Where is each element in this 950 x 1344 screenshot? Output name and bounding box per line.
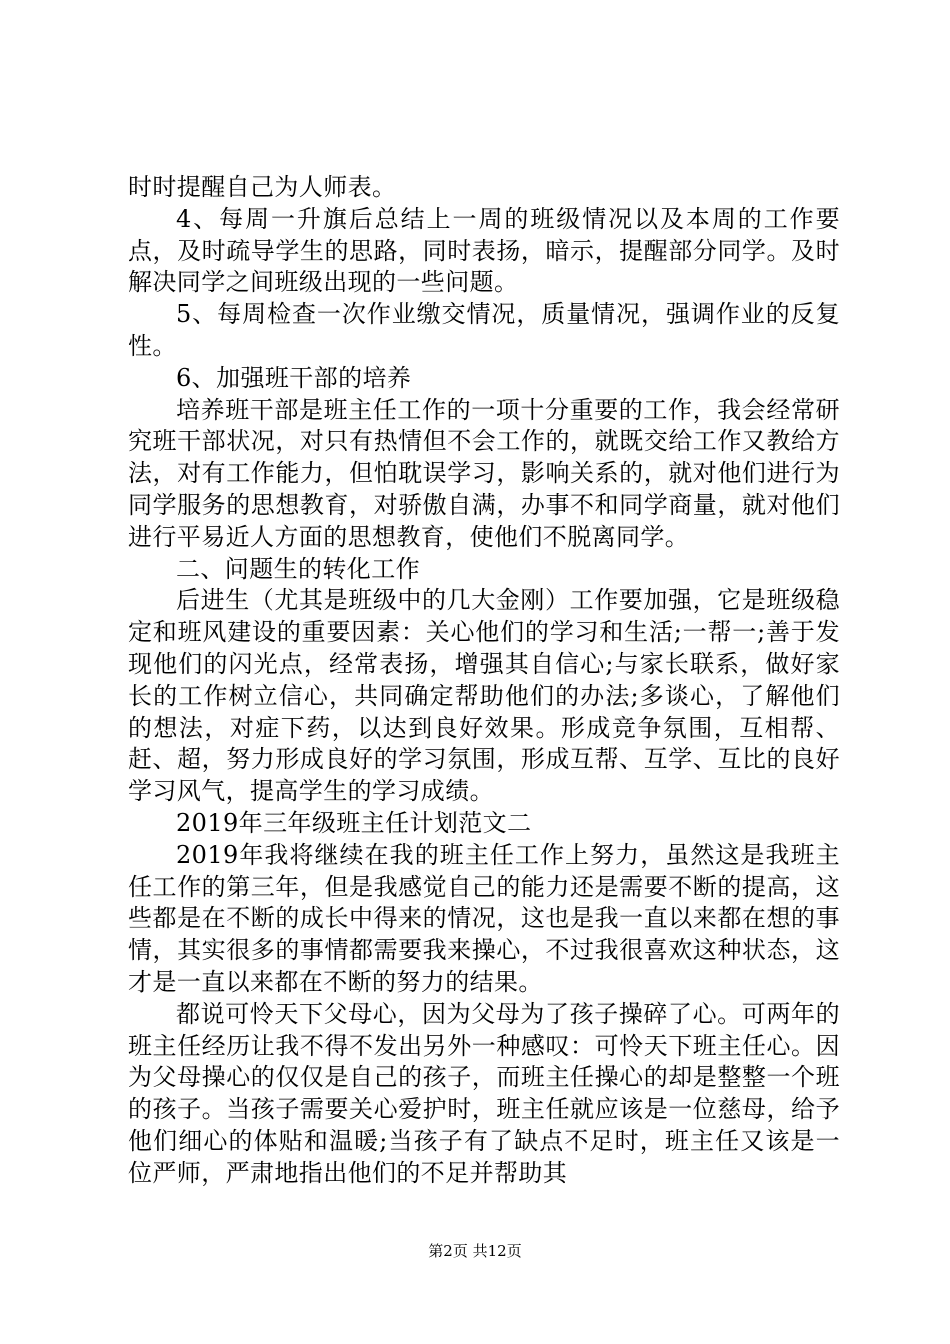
document-body <box>128 172 840 1190</box>
paragraph-item-4: 4、每周一升旗后总结上一周的班级情况以及本周的工作要点，及时疏导学生的思路，同时表扬，暗示，提醒部分同学。及时解决同学之间班级出现的一些问题。 <box>128 204 840 297</box>
page-footer <box>0 1241 950 1261</box>
page-number-label: 第2页 共12页 <box>428 1242 522 1260</box>
paragraph-sample-two-intro: 2019年我将继续在我的班主任工作上努力，虽然这是我班主任工作的第三年，但是我感觉自己的能力还是需要不断的提高，这些都是在不断的成长中得来的情况，这也是我一直以来都在想的事情，其实很多的事情都需要我来操心，不过我很喜欢这种状态，这才是一直以来都在不断的努力的结果。 <box>128 840 840 996</box>
section-heading-problem-students: 二、问题生的转化工作 <box>176 554 420 583</box>
paragraph-cadre-training: 培养班干部是班主任工作的一项十分重要的工作，我会经常研究班干部状况，对只有热情但不会工作的，就既交给工作又教给方法，对有工作能力，但怕耽误学习，影响关系的，就对他们进行为同学服务的思想教育，对骄傲自满，办事不和同学商量，就对他们进行平易近人方面的思想教育，使他们不脱离同学。 <box>128 395 840 551</box>
section-heading-sample-two: 2019年三年级班主任计划范文二 <box>176 808 532 837</box>
paragraph-sample-two-body: 都说可怜天下父母心，因为父母为了孩子操碎了心。可两年的班主任经历让我不得不发出另外一种感叹：可怜天下班主任心。因为父母操心的仅仅是自己的孩子，而班主任操心的却是整整一个班的孩子。当孩子需要关心爱护时，班主任就应该是一位慈母，给予他们细心的体贴和温暖;当孩子有了缺点不足时，班主任又该是一位严师，严肃地指出他们的不足并帮助其 <box>128 999 840 1187</box>
paragraph-item-5: 5、每周检查一次作业缴交情况，质量情况，强调作业的反复性。 <box>128 300 840 360</box>
paragraph-problem-students: 后进生（尤其是班级中的几大金刚）工作要加强，它是班级稳定和班风建设的重要因素：关心他们的学习和生活;一帮一;善于发现他们的闪光点，经常表扬，增强其自信心;与家长联系，做好家长的工作树立信心，共同确定帮助他们的办法;多谈心，了解他们的想法，对症下药，以达到良好效果。形成竞争氛围，互相帮、赶、超，努力形成良好的学习氛围，形成互帮、互学、互比的良好学习风气，提高学生的学习成绩。 <box>128 586 840 806</box>
paragraph-continuation: 时时提醒自己为人师表。 <box>128 173 397 201</box>
paragraph-item-6-heading: 6、加强班干部的培养 <box>176 363 412 392</box>
